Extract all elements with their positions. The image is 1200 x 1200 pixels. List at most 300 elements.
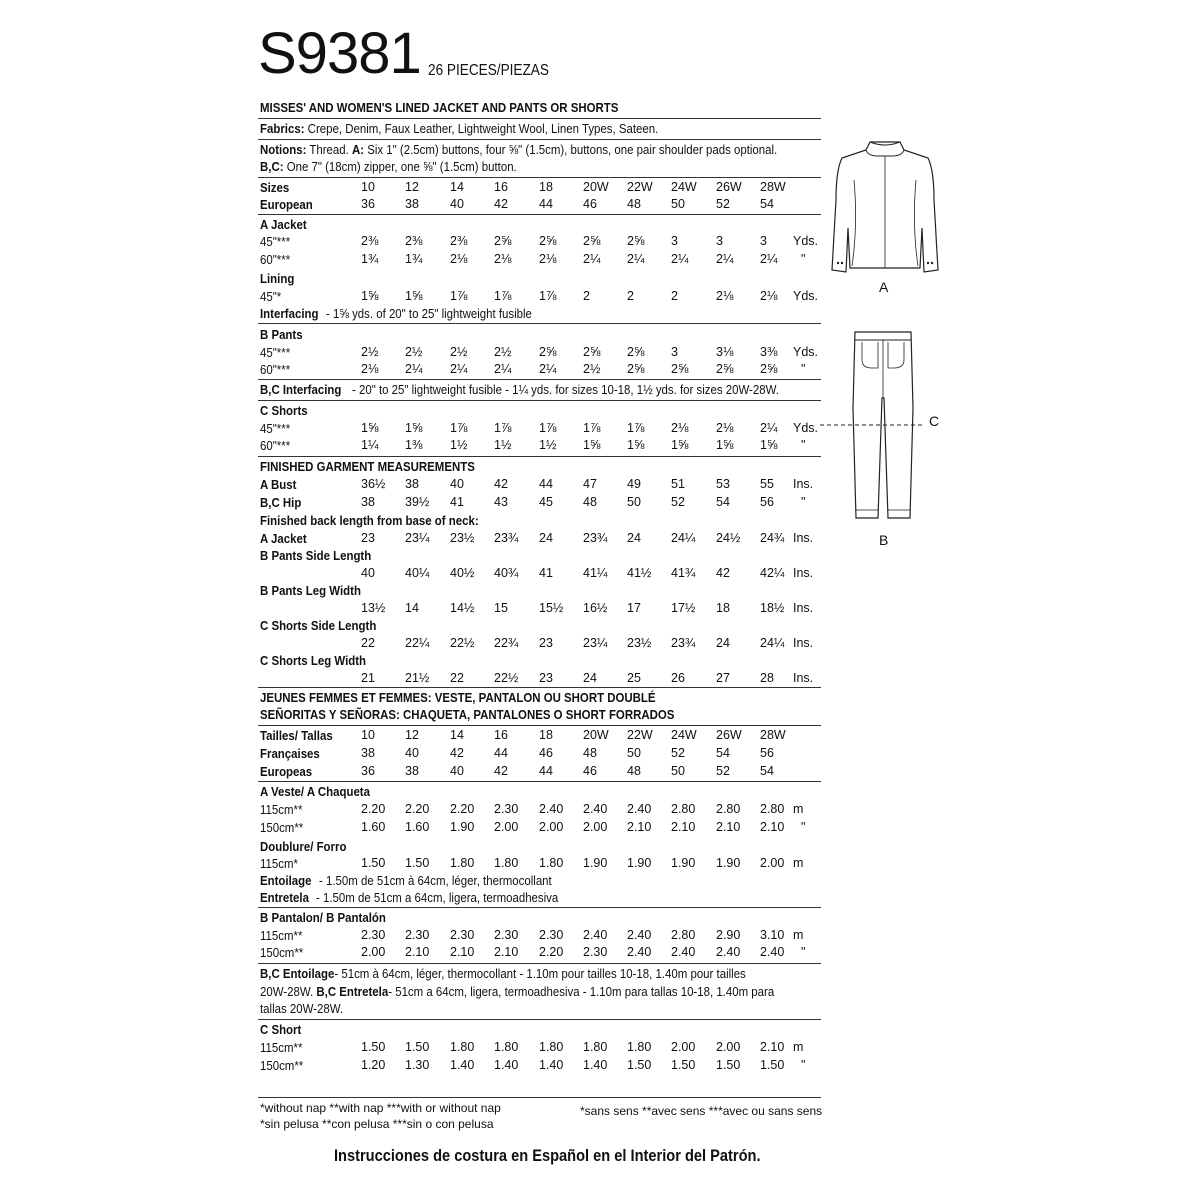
table-cell: 27 (716, 671, 730, 685)
row-label: 115cm** (260, 802, 303, 817)
table-cell: 46 (583, 197, 597, 211)
table-row (0, 565, 1200, 582)
table-row (0, 216, 1200, 233)
bc-entoilage-line3: tallas 20W-28W. (260, 1001, 344, 1016)
table-cell: 54 (760, 764, 774, 778)
row-label: A Bust (260, 477, 297, 492)
table-cell: 1.80 (539, 1040, 564, 1054)
table-cell: 21 (361, 671, 375, 685)
table-cell: 2.00 (671, 1040, 696, 1054)
table-cell: 1.80 (627, 1040, 652, 1054)
table-cell: 1⅞ (539, 289, 557, 303)
table-cell: 1.80 (583, 1040, 608, 1054)
table-cell: 2⅛ (716, 289, 734, 303)
table-cell: 42 (494, 477, 508, 491)
table-cell: 2⅝ (716, 362, 734, 376)
table-cell: 23 (539, 671, 553, 685)
table-cell: 26W (716, 180, 742, 194)
table-cell: 40¾ (494, 566, 519, 580)
table-cell: 41½ (627, 566, 652, 580)
table-cell: 2.30 (539, 928, 564, 942)
table-cell: 2⅜ (361, 234, 379, 248)
row-label: Europeas (260, 764, 313, 779)
row-label: C Short (260, 1022, 302, 1037)
table-row (0, 1057, 1200, 1074)
unit-label: m (793, 856, 804, 870)
table-cell: 3 (760, 234, 767, 248)
table-cell: 18 (539, 728, 553, 742)
table-cell: 1.50 (405, 856, 430, 870)
table-cell: 2.80 (671, 928, 696, 942)
footnote-french: *sans sens **avec sens ***avec ou sans sens (580, 1104, 823, 1118)
row-label: Lining (260, 271, 295, 286)
unit-label: " (801, 495, 806, 509)
table-cell: 56 (760, 495, 774, 509)
table-cell: 1.20 (361, 1058, 386, 1072)
table-row (0, 763, 1200, 780)
table-cell: 3 (671, 345, 678, 359)
table-row (0, 512, 1200, 529)
table-cell: 2⅝ (539, 234, 557, 248)
table-cell: 22W (627, 728, 653, 742)
table-cell: 1⅞ (627, 421, 645, 435)
table-row (0, 361, 1200, 378)
notions-line: Notions: Thread. A: Six 1" (2.5cm) buttons, four ⅝" (1.5cm), buttons, one pair shoulder pads optional. (260, 142, 778, 157)
table-row (0, 670, 1200, 687)
table-cell: 14 (450, 728, 464, 742)
view-label-c: C (929, 413, 940, 429)
table-cell: 22¾ (494, 636, 519, 650)
table-cell: 24¼ (760, 636, 785, 650)
unit-label: Yds. (793, 421, 819, 435)
table-cell: 2.40 (627, 945, 652, 959)
table-cell: 2.40 (627, 928, 652, 942)
row-label: Françaises (260, 746, 320, 761)
table-cell: 3⅜ (760, 345, 778, 359)
table-cell: 2⅛ (671, 421, 689, 435)
row-label: Finished back length from base of neck: (260, 513, 479, 528)
table-cell: 2.00 (760, 856, 785, 870)
bc-entoilage-line2: 20W-28W. B,C Entretela- 51cm a 64cm, ligera, termoadhesiva - 1.10m para tallas 10-18, 1.40m para (260, 984, 775, 999)
unit-label: Ins. (793, 477, 814, 491)
table-cell: 2.10 (450, 945, 475, 959)
table-cell: 36½ (361, 477, 386, 491)
table-cell: 52 (716, 197, 730, 211)
table-cell: 1.30 (405, 1058, 430, 1072)
table-cell: 22 (361, 636, 375, 650)
table-cell: 2.20 (361, 802, 386, 816)
table-cell: 2¼ (494, 362, 512, 376)
table-cell: 17 (627, 601, 641, 615)
table-cell: 1.50 (361, 1040, 386, 1054)
table-cell: 56 (760, 746, 774, 760)
table-cell: 15½ (539, 601, 564, 615)
table-cell: 2⅝ (494, 234, 512, 248)
table-cell: 1.80 (494, 856, 519, 870)
table-cell: 36 (361, 197, 375, 211)
table-cell: 46 (539, 746, 553, 760)
table-cell: 1⅝ (627, 438, 645, 452)
table-row (0, 727, 1200, 744)
table-cell: 2.40 (583, 928, 608, 942)
table-cell: 22¼ (405, 636, 430, 650)
table-cell: 42 (494, 197, 508, 211)
table-cell: 50 (627, 495, 641, 509)
table-row (0, 819, 1200, 836)
table-cell: 2.40 (716, 945, 741, 959)
row-label: 115cm* (260, 856, 298, 871)
divider (258, 118, 821, 119)
table-cell: 1.40 (583, 1058, 608, 1072)
table-cell: 54 (716, 495, 730, 509)
table-cell: 40 (450, 764, 464, 778)
table-row (0, 437, 1200, 454)
table-cell: 38 (361, 746, 375, 760)
row-label: A Jacket (260, 217, 307, 232)
table-cell: 2.10 (627, 820, 652, 834)
table-cell: 2¼ (583, 252, 601, 266)
table-cell: 2¼ (760, 421, 778, 435)
table-cell: 41¾ (671, 566, 696, 580)
table-cell: 2⅝ (627, 362, 645, 376)
divider (258, 456, 821, 457)
table-cell: 2½ (405, 345, 423, 359)
table-cell: 54 (760, 197, 774, 211)
table-cell: 1.40 (494, 1058, 519, 1072)
table-row (0, 838, 1200, 855)
table-cell: 2.40 (671, 945, 696, 959)
table-cell: 2.30 (405, 928, 430, 942)
table-cell: 2½ (583, 362, 601, 376)
table-cell: 2 (671, 289, 678, 303)
table-cell: 2.30 (494, 802, 519, 816)
table-cell: 2⅝ (760, 362, 778, 376)
jacket-illustration (820, 130, 950, 280)
row-label: European (260, 197, 313, 212)
table-cell: 2.10 (494, 945, 519, 959)
table-cell: 42¼ (760, 566, 785, 580)
table-cell: 23 (539, 636, 553, 650)
table-cell: 40¼ (405, 566, 430, 580)
table-cell: 2 (627, 289, 634, 303)
french-title: JEUNES FEMMES ET FEMMES: VESTE, PANTALON OU SHORT DOUBLÉ (260, 690, 656, 705)
table-cell: 2.00 (361, 945, 386, 959)
table-cell: 42 (450, 746, 464, 760)
table-cell: 15 (494, 601, 508, 615)
table-row (0, 420, 1200, 437)
table-row (0, 251, 1200, 268)
row-label: 115cm** (260, 928, 303, 943)
table-cell: 1.80 (539, 856, 564, 870)
view-label-a: A (879, 279, 889, 295)
table-cell: 21½ (405, 671, 430, 685)
table-row (0, 600, 1200, 617)
row-label: 45"* (260, 289, 282, 304)
table-cell: 24¾ (760, 531, 785, 545)
table-cell: 44 (539, 477, 553, 491)
row-label: A Veste/ A Chaqueta (260, 784, 370, 799)
row-label: Doublure/ Forro (260, 839, 347, 854)
divider (258, 781, 821, 782)
table-row (0, 270, 1200, 287)
row-label: 115cm** (260, 1040, 303, 1055)
table-cell: 2.80 (716, 802, 741, 816)
table-cell: 1.80 (494, 1040, 519, 1054)
table-row (0, 458, 1200, 475)
table-row (0, 305, 1200, 322)
table-cell: 39½ (405, 495, 430, 509)
table-cell: 3 (671, 234, 678, 248)
row-label: Entretela - 1.50m de 51cm a 64cm, ligera, termoadhesiva (260, 890, 558, 905)
table-cell: 2.30 (583, 945, 608, 959)
table-cell: 38 (405, 764, 419, 778)
table-cell: 1⅞ (450, 421, 468, 435)
table-cell: 1.80 (450, 1040, 475, 1054)
table-cell: 17½ (671, 601, 696, 615)
table-row (0, 617, 1200, 634)
table-cell: 1.90 (627, 856, 652, 870)
table-cell: 1.90 (583, 856, 608, 870)
table-cell: 1.90 (671, 856, 696, 870)
row-label: C Shorts Side Length (260, 618, 377, 633)
table-row (0, 344, 1200, 361)
table-cell: 2 (583, 289, 590, 303)
row-label: C Shorts (260, 403, 308, 418)
row-label: B Pants Side Length (260, 548, 372, 563)
table-cell: 2.30 (450, 928, 475, 942)
table-cell: 2¼ (627, 252, 645, 266)
table-cell: 2¼ (671, 252, 689, 266)
table-cell: 2⅛ (494, 252, 512, 266)
table-cell: 2.10 (671, 820, 696, 834)
table-row (0, 326, 1200, 343)
unit-label: m (793, 928, 804, 942)
table-cell: 16½ (583, 601, 608, 615)
table-row (0, 547, 1200, 564)
row-label: 45"*** (260, 421, 291, 436)
table-cell: 24¼ (671, 531, 696, 545)
table-cell: 55 (760, 477, 774, 491)
row-label: 150cm** (260, 820, 304, 835)
unit-label: Ins. (793, 531, 814, 545)
table-cell: 16 (494, 728, 508, 742)
table-cell: 2.10 (405, 945, 430, 959)
table-row (0, 801, 1200, 818)
table-cell: 2⅛ (760, 289, 778, 303)
table-cell: 2.80 (671, 802, 696, 816)
table-cell: 42 (494, 764, 508, 778)
table-cell: 2.40 (760, 945, 785, 959)
unit-label: m (793, 1040, 804, 1054)
table-cell: 2.10 (760, 820, 785, 834)
fabrics-line: Fabrics: Crepe, Denim, Faux Leather, Lightweight Wool, Linen Types, Sateen. (260, 121, 659, 136)
table-cell: 23¼ (583, 636, 608, 650)
table-row (0, 909, 1200, 926)
table-cell: 1¾ (361, 252, 379, 266)
table-cell: 2.90 (716, 928, 741, 942)
table-cell: 40 (405, 746, 419, 760)
row-label: 60"*** (260, 438, 291, 453)
table-cell: 2⅛ (716, 421, 734, 435)
table-cell: 3 (716, 234, 723, 248)
table-cell: 40 (450, 197, 464, 211)
table-cell: 2⅝ (627, 234, 645, 248)
table-cell: 1⅝ (583, 438, 601, 452)
table-cell: 2⅝ (583, 345, 601, 359)
table-cell: 38 (361, 495, 375, 509)
table-cell: 1½ (539, 438, 557, 452)
table-cell: 1.90 (716, 856, 741, 870)
table-cell: 2¼ (405, 362, 423, 376)
table-cell: 1.60 (405, 820, 430, 834)
table-row (0, 889, 1200, 906)
table-cell: 12 (405, 728, 419, 742)
row-label: B Pants (260, 327, 303, 342)
table-cell: 2.20 (405, 802, 430, 816)
table-cell: 23½ (627, 636, 652, 650)
table-cell: 1⅝ (361, 289, 379, 303)
divider (258, 963, 821, 964)
table-cell: 22½ (450, 636, 475, 650)
table-cell: 52 (671, 746, 685, 760)
unit-label: " (801, 252, 806, 266)
table-row (0, 233, 1200, 250)
divider (258, 139, 821, 140)
footnote-english: *without nap **with nap ***with or without nap (260, 1101, 501, 1115)
table-cell: 54 (716, 746, 730, 760)
table-cell: 1.80 (450, 856, 475, 870)
table-cell: 2.40 (583, 802, 608, 816)
row-label: 45"*** (260, 345, 291, 360)
table-cell: 24 (539, 531, 553, 545)
table-row (0, 288, 1200, 305)
table-cell: 2⅛ (361, 362, 379, 376)
unit-label: " (801, 438, 806, 452)
table-cell: 2⅝ (627, 345, 645, 359)
table-cell: 16 (494, 180, 508, 194)
table-cell: 2.40 (539, 802, 564, 816)
table-cell: 24 (627, 531, 641, 545)
table-cell: 23¼ (405, 531, 430, 545)
table-cell: 41¼ (583, 566, 608, 580)
table-cell: 2.00 (494, 820, 519, 834)
unit-label: Yds. (793, 289, 819, 303)
unit-label: Ins. (793, 636, 814, 650)
spanish-title: SEÑORITAS Y SEÑORAS: CHAQUETA, PANTALONES O SHORT FORRADOS (260, 707, 675, 722)
table-cell: 44 (539, 764, 553, 778)
unit-label: m (793, 802, 804, 816)
table-cell: 41 (539, 566, 553, 580)
table-cell: 24W (671, 728, 697, 742)
table-cell: 46 (583, 764, 597, 778)
table-cell: 28W (760, 180, 786, 194)
unit-label: Ins. (793, 566, 814, 580)
table-cell: 2¼ (539, 362, 557, 376)
row-label: Sizes (260, 180, 290, 195)
table-cell: 14 (405, 601, 419, 615)
table-row (0, 530, 1200, 547)
row-label: Tailles/ Tallas (260, 728, 333, 743)
table-cell: 2¼ (450, 362, 468, 376)
table-cell: 10 (361, 180, 375, 194)
table-row (0, 927, 1200, 944)
divider (258, 379, 821, 380)
table-cell: 40 (361, 566, 375, 580)
table-row (0, 1021, 1200, 1038)
divider (258, 1097, 821, 1098)
table-cell: 2⅜ (450, 234, 468, 248)
table-cell: 2½ (494, 345, 512, 359)
table-cell: 23¾ (671, 636, 696, 650)
row-label: B,C Interfacing - 20" to 25" lightweight fusible - 1¼ yds. for sizes 10-18, 1½ yds. for sizes 20W-28W. (260, 382, 780, 397)
notions-bc-line: B,C: One 7" (18cm) zipper, one ⅝" (1.5cm) button. (260, 159, 517, 174)
table-cell: 42 (716, 566, 730, 580)
table-cell: 45 (539, 495, 553, 509)
table-cell: 12 (405, 180, 419, 194)
table-cell: 44 (494, 746, 508, 760)
table-cell: 24W (671, 180, 697, 194)
table-cell: 48 (627, 197, 641, 211)
table-cell: 23½ (450, 531, 475, 545)
unit-label: " (801, 820, 806, 834)
table-cell: 38 (405, 197, 419, 211)
table-cell: 23¾ (494, 531, 519, 545)
table-cell: 48 (583, 746, 597, 760)
row-label: C Shorts Leg Width (260, 653, 367, 668)
table-cell: 2.10 (716, 820, 741, 834)
table-row (0, 652, 1200, 669)
table-cell: 1.50 (671, 1058, 696, 1072)
table-row (0, 635, 1200, 652)
table-cell: 14 (450, 180, 464, 194)
table-cell: 1⅞ (494, 421, 512, 435)
table-cell: 2⅝ (671, 362, 689, 376)
table-cell: 36 (361, 764, 375, 778)
unit-label: " (801, 362, 806, 376)
table-cell: 2.20 (450, 802, 475, 816)
table-cell: 2¼ (760, 252, 778, 266)
table-cell: 2.30 (494, 928, 519, 942)
english-title: MISSES' AND WOMEN'S LINED JACKET AND PANTS OR SHORTS (260, 100, 619, 115)
row-label: B,C Hip (260, 495, 302, 510)
table-cell: 2⅝ (539, 345, 557, 359)
table-cell: 1⅝ (760, 438, 778, 452)
table-cell: 2.00 (716, 1040, 741, 1054)
table-cell: 48 (583, 495, 597, 509)
table-cell: 48 (627, 764, 641, 778)
row-label: 60"*** (260, 252, 291, 267)
divider (258, 400, 821, 401)
table-cell: 40½ (450, 566, 475, 580)
table-cell: 43 (494, 495, 508, 509)
table-cell: 28 (760, 671, 774, 685)
unit-label: Yds. (793, 234, 819, 248)
table-cell: 50 (671, 197, 685, 211)
footnote-spanish: *sin pelusa **con pelusa ***sin o con pelusa (260, 1117, 494, 1131)
row-label: Entoilage - 1.50m de 51cm à 64cm, léger, thermocollant (260, 873, 552, 888)
table-cell: 1⅝ (361, 421, 379, 435)
table-cell: 1⅞ (583, 421, 601, 435)
table-cell: 22½ (494, 671, 519, 685)
unit-label: Ins. (793, 671, 814, 685)
table-cell: 49 (627, 477, 641, 491)
table-cell: 1.50 (405, 1040, 430, 1054)
table-cell: 1⅝ (405, 289, 423, 303)
table-row (0, 783, 1200, 800)
table-cell: 24 (716, 636, 730, 650)
table-cell: 44 (539, 197, 553, 211)
table-cell: 50 (627, 746, 641, 760)
